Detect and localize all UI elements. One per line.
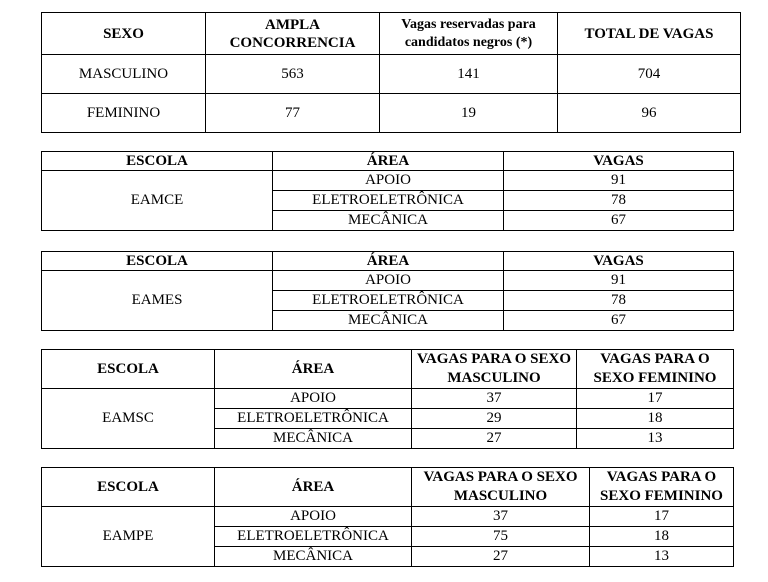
cell-vagas: 78: [504, 291, 734, 311]
cell-vagas-feminino: 17: [590, 507, 734, 527]
eames-table: [41, 251, 734, 331]
eamsc-table: [41, 349, 734, 449]
cell-sexo: MASCULINO: [42, 55, 206, 94]
cell-vagas-masculino: 37: [412, 507, 590, 527]
cell-escola: EAMSC: [42, 389, 215, 449]
table-header-row: [42, 350, 734, 389]
eampe-table: [41, 467, 734, 567]
cell-vagas: 78: [504, 191, 734, 211]
header-escola: ESCOLA: [42, 468, 215, 507]
table-row: [42, 55, 741, 94]
cell-vagas-masculino: 75: [412, 527, 590, 547]
cell-vagas-feminino: 13: [590, 547, 734, 567]
cell-vagas-feminino: 13: [577, 429, 734, 449]
table-row: [42, 389, 734, 409]
cell-area: ELETROELETRÔNICA: [273, 291, 504, 311]
cell-escola: EAMCE: [42, 171, 273, 231]
cell-vagas: 67: [504, 311, 734, 331]
header-ampla-concorrencia: AMPLA CONCORRENCIA: [206, 13, 380, 55]
header-sexo: SEXO: [42, 13, 206, 55]
eamce-table: [41, 151, 734, 231]
table-row: [42, 94, 741, 133]
table-header-row: [42, 468, 734, 507]
cell-vagas-feminino: 18: [590, 527, 734, 547]
cell-area: APOIO: [215, 507, 412, 527]
cell-vagas-masculino: 27: [412, 429, 577, 449]
cell-vagas-masculino: 29: [412, 409, 577, 429]
table-row: [42, 507, 734, 527]
header-escola: ESCOLA: [42, 152, 273, 171]
cell-vagas-feminino: 17: [577, 389, 734, 409]
cell-escola: EAMPE: [42, 507, 215, 567]
cell-vagas: 67: [504, 211, 734, 231]
header-area: ÁREA: [273, 152, 504, 171]
vagas-por-sexo-table: [41, 12, 741, 133]
header-escola: ESCOLA: [42, 350, 215, 389]
table-row: [42, 271, 734, 291]
table-header-row: [42, 13, 741, 55]
cell-sexo: FEMININO: [42, 94, 206, 133]
cell-total: 96: [558, 94, 741, 133]
cell-vagas-feminino: 18: [577, 409, 734, 429]
header-vagas: VAGAS: [504, 252, 734, 271]
header-area: ÁREA: [273, 252, 504, 271]
header-vagas-feminino: VAGAS PARA O SEXO FEMININO: [590, 468, 734, 507]
header-total-de-vagas: TOTAL DE VAGAS: [558, 13, 741, 55]
cell-area: ELETROELETRÔNICA: [215, 527, 412, 547]
cell-area: APOIO: [273, 271, 504, 291]
cell-vagas-masculino: 37: [412, 389, 577, 409]
cell-ampla: 563: [206, 55, 380, 94]
table-header-row: [42, 152, 734, 171]
header-vagas-reservadas: Vagas reservadas para candidatos negros (*): [380, 13, 558, 55]
cell-reservadas: 19: [380, 94, 558, 133]
header-vagas-feminino: VAGAS PARA O SEXO FEMININO: [577, 350, 734, 389]
cell-area: MECÂNICA: [273, 311, 504, 331]
header-vagas: VAGAS: [504, 152, 734, 171]
cell-area: ELETROELETRÔNICA: [273, 191, 504, 211]
cell-vagas: 91: [504, 171, 734, 191]
cell-area: APOIO: [215, 389, 412, 409]
cell-ampla: 77: [206, 94, 380, 133]
header-area: ÁREA: [215, 468, 412, 507]
cell-reservadas: 141: [380, 55, 558, 94]
table-header-row: [42, 252, 734, 271]
header-area: ÁREA: [215, 350, 412, 389]
cell-area: ELETROELETRÔNICA: [215, 409, 412, 429]
header-escola: ESCOLA: [42, 252, 273, 271]
header-vagas-masculino: VAGAS PARA O SEXO MASCULINO: [412, 350, 577, 389]
cell-area: MECÂNICA: [215, 547, 412, 567]
cell-area: APOIO: [273, 171, 504, 191]
cell-vagas-masculino: 27: [412, 547, 590, 567]
cell-area: MECÂNICA: [215, 429, 412, 449]
cell-total: 704: [558, 55, 741, 94]
header-vagas-masculino: VAGAS PARA O SEXO MASCULINO: [412, 468, 590, 507]
table-row: [42, 171, 734, 191]
cell-escola: EAMES: [42, 271, 273, 331]
cell-vagas: 91: [504, 271, 734, 291]
cell-area: MECÂNICA: [273, 211, 504, 231]
